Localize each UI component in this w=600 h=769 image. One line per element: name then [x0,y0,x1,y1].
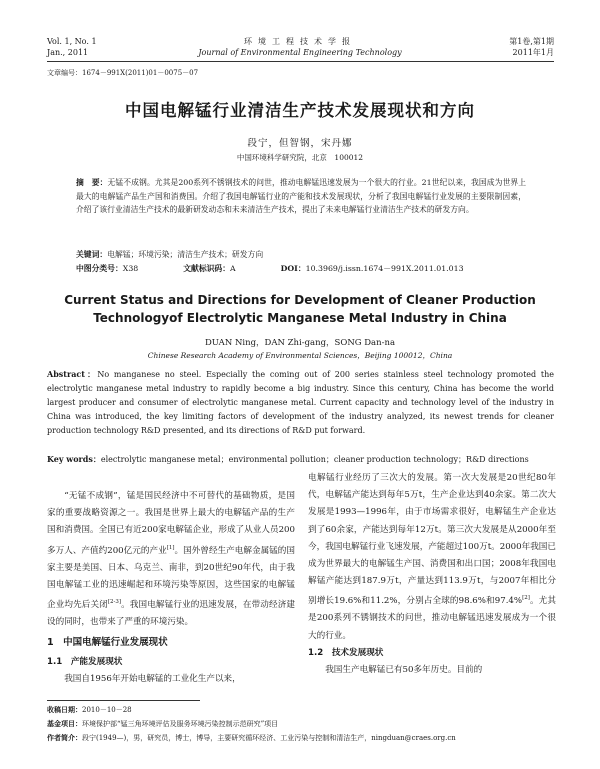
volume-issue-cn: 第1卷,第1期 [509,37,554,46]
body-column-right [308,470,556,679]
keywords-en-label: Key words： [47,454,101,464]
abstract-cn-label: 摘 要： [76,178,108,187]
footnote-rule [47,700,200,701]
affiliation-en: Chinese Research Academy of Environmental Sciences，Beijing 100012，China [147,351,453,360]
authors-en: DUAN Ning，DAN Zhi-gang，SONG Dan-na [204,338,396,348]
clc-label: 中图分类号： [76,264,123,273]
development-text-2: 。尤其是200系列不锈钢技术的问世，推动电解锰迅速发展成为一个很大的行业。 [308,596,556,641]
title-cn: 中国电解锰行业清洁生产技术发展现状和方向 [125,101,475,120]
citation: [2] [522,595,530,602]
keywords-cn-label: 关键词： [76,250,108,259]
header-rule [47,61,554,62]
citation: [1] [166,544,175,551]
journal-title-en: Journal of Environmental Engineering Technology [198,48,402,57]
technology-paragraph: 我国生产电解锰已有50多年历史。目前的 [325,665,483,676]
capacity-paragraph: 我国自1956年开始电解锰的工业化生产以来， [64,673,241,684]
abstract-en-text: No manganese no steel. Especially the coming out of 200 series stainless steel technology promoted the electrolytic manganese metal industry to rapidly become a big industry. Since this century, China has become the world largest producer and consumer of electrolytic manganese metal. Current capacity and technology level of the industry in China was introduced, the key limiting factors of development of the industry analyzed, its newest trends for cleaner production technology R&D presented, and its directions of R&D put forward. [47,370,554,435]
classification-line [76,262,526,276]
fund-info [47,717,557,731]
running-header-center [150,36,450,58]
issue-date: Jan., 2011 [47,48,89,57]
received-date [47,703,557,717]
article-number: 文章编号：1674－991X(2011)01－0075－07 [47,69,199,77]
keywords-cn-text: 电解锰；环境污染；清洁生产技术；研发方向 [107,250,264,259]
authors-cn: 段宁，但智钢，宋丹娜 [247,138,353,149]
abstract-cn [76,176,526,217]
intro-text-3: 。我国电解锰行业的迅速发展，在带动经济建设的同时，也带来了严重的环境污染。 [47,599,295,628]
abstract-en [47,367,554,438]
issue-date-cn: 2011年1月 [512,48,554,57]
received-label: 收稿日期： [47,705,82,714]
subsection-heading-1-1: 1.1 产能发展现状 [47,656,123,667]
keywords-en [47,452,554,467]
development-paragraph [308,470,556,645]
author-bio [47,731,557,745]
abstract-cn-text: 无锰不成钢。尤其是200系列不锈钢技术的问世，推动电解锰迅速发展为一个很大的行业。21世纪以来，我国成为世界上最大的电解锰产品生产国和消费国。介绍了我国电解锰行业的产能和技术发展现状，分析了我国电解锰行业发展的主要限制因素，介绍了该行业清洁生产技术的最新研发动态和未来清洁生产技术，提出了未来电解锰行业清洁生产技术的研发方向。 [76,178,526,214]
running-header-left [47,36,97,58]
doi-label: DOI： [280,264,306,273]
intro-text-1: “无锰不成钢”，锰是国民经济中不可替代的基础物质，是国家的重要战略资源之一。我国是世界上最大的电解锰产品的生产国和消费国。全国已有近200家电解锰企业，形成了从业人员200多万人、产值约200亿元的产业 [47,491,295,556]
development-text-1: 电解锰行业经历了三次大的发展。第一次大发展是20世纪80年代，电解锰产能达到每年5万t，生产企业达到40余家。第二次大发展是1993—1996年，由于市场需求很好，电解锰生产企业达到了60余家，产能达到每年12万t。第三次大发展是从2000年至今，我国电解锰行业飞速发展，产能超过100万t。2000年我国已成为世界最大的电解锰生产国、消费国和出口国；2008年我国电解锰产能达到187.9万t，产量达到113.9万t，与2007年相比分别增长19.6%和11.2%，分别占全球的98.6%和97.4% [308,473,556,607]
doc-code-value: A [230,264,236,273]
author-bio-value: 段宁(1949—)，男，研究员，博士，博导，主要研究循环经济、工业污染与控制和清洁生产，ningduan@craes.org.cn [82,734,456,742]
citation: [2-3] [107,599,122,606]
journal-title-cn: 环境工程技术学报 [244,37,356,46]
title-en-line-1: Current Status and Directions for Development of Cleaner Production [64,293,536,307]
received-value: 2010－10－28 [82,706,132,714]
abstract-en-label: Abstract： [47,369,98,379]
body-column-left [47,488,295,688]
keywords-cn [76,248,526,262]
section-heading-1: 1 中国电解锰行业发展现状 [47,637,168,649]
affiliation-cn: 中国环境科学研究院，北京 100012 [236,153,364,162]
title-en-line-2: Technologyof Electrolytic Manganese Metal Industry in China [93,311,507,325]
doi-value: 10.3969/j.issn.1674－991X.2011.01.013 [305,264,464,273]
running-header-right [509,36,554,58]
fund-value: 环境保护部“锰三角环境评估及服务环境污染控制示范研究”项目 [82,720,279,728]
fund-label: 基金项目： [47,719,82,728]
doc-code-label: 文献标识码： [183,264,231,273]
keywords-en-text: electrolytic manganese metal；environmental pollution；cleaner production technology；R&D directions [100,455,529,464]
intro-paragraph [47,488,295,631]
volume-issue: Vol. 1, No. 1 [47,37,97,46]
intro-text-2: 。国外曾经生产电解金属锰的国家主要是美国、日本、乌克兰、南非，到20世纪90年代，由于我国电解锰工业的迅速崛起和环境污染等原因，这些国家的电解锰企业均先后关闭 [47,545,295,610]
clc-value: X38 [122,264,139,273]
subsection-heading-1-2: 1.2 技术发展现状 [308,647,384,658]
footnotes [47,703,557,745]
author-bio-label: 作者简介： [47,733,82,742]
